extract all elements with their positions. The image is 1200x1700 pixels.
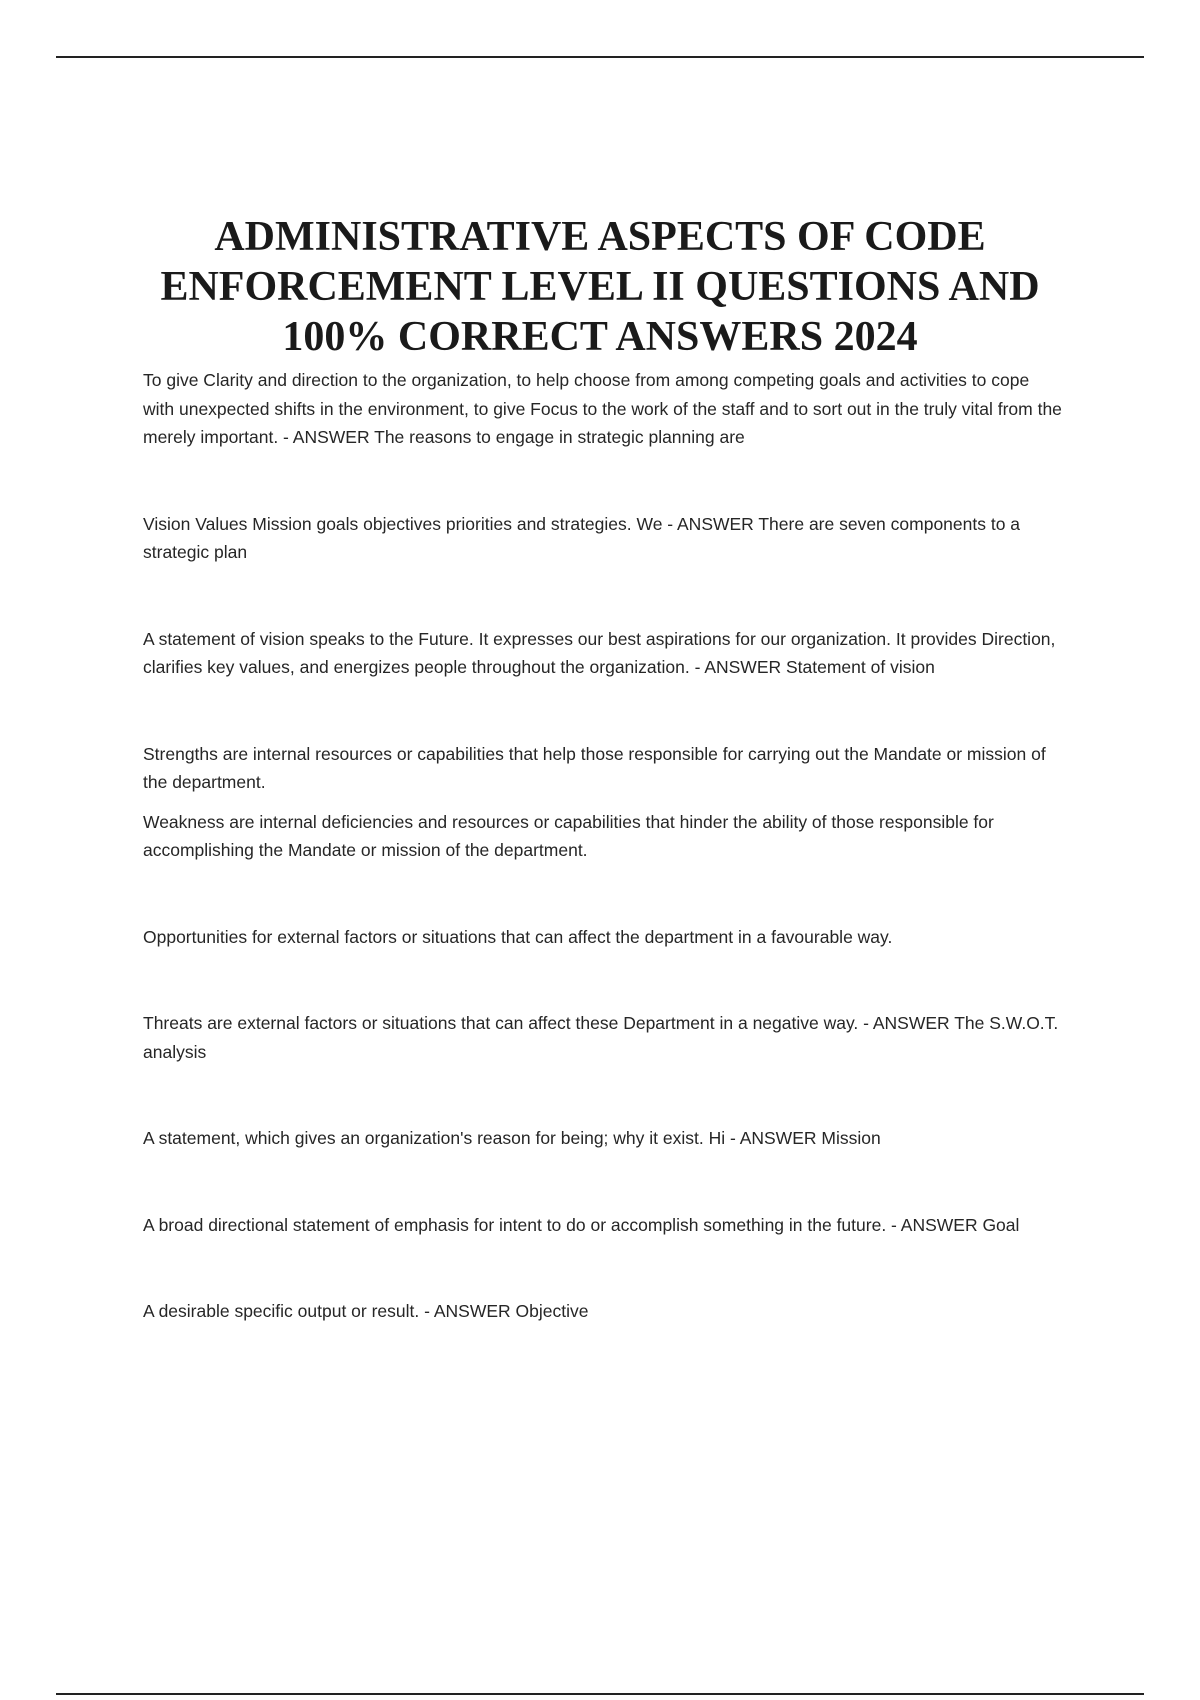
- title-line: 100% CORRECT ANSWERS 2024: [282, 314, 918, 360]
- qa-paragraph: Weakness are internal deficiencies and resources or capabilities that hinder the ability of those responsible for accomplishing the Mandate or mission of the department.: [143, 811, 994, 860]
- top-divider: [56, 56, 1144, 58]
- qa-paragraph: Vision Values Mission goals objectives priorities and strategies. We - ANSWER There are seven components to a strategic plan: [143, 513, 1021, 562]
- title-line: ADMINISTRATIVE ASPECTS OF CODE: [214, 214, 986, 260]
- qa-paragraph: A statement of vision speaks to the Future. It expresses our best aspirations for our organization. It provides Direction, clarifies key values, and energizes people throughout the organization. - ANSWER Statement of vision: [143, 628, 1056, 677]
- qa-paragraph: A desirable specific output or result. - ANSWER Objective: [143, 1301, 589, 1321]
- qa-paragraph: Strengths are internal resources or capabilities that help those responsible for carrying out the Mandate or mission of the department.: [143, 743, 1046, 792]
- qa-paragraph: To give Clarity and direction to the organization, to help choose from among competing goals and activities to cope with unexpected shifts in the environment, to give Focus to the work of the staff and to sort out in the truly vital from the merely important. - ANSWER The reasons to engage in strategic planning are: [143, 370, 1062, 447]
- document-body: [143, 366, 1063, 1326]
- qa-paragraph: A broad directional statement of emphasis for intent to do or accomplish something in the future. - ANSWER Goal: [143, 1214, 1020, 1235]
- document-title: [100, 212, 1100, 362]
- title-line: ENFORCEMENT LEVEL II QUESTIONS AND: [160, 264, 1040, 310]
- qa-paragraph: Opportunities for external factors or situations that can affect the department in a favourable way.: [143, 926, 893, 947]
- qa-paragraph: Threats are external factors or situations that can affect these Department in a negative way. - ANSWER The S.W.O.T. analysis: [143, 1013, 1059, 1062]
- qa-paragraph: A statement, which gives an organization's reason for being; why it exist. Hi - ANSWER Mission: [143, 1128, 881, 1148]
- bottom-divider: [56, 1693, 1144, 1695]
